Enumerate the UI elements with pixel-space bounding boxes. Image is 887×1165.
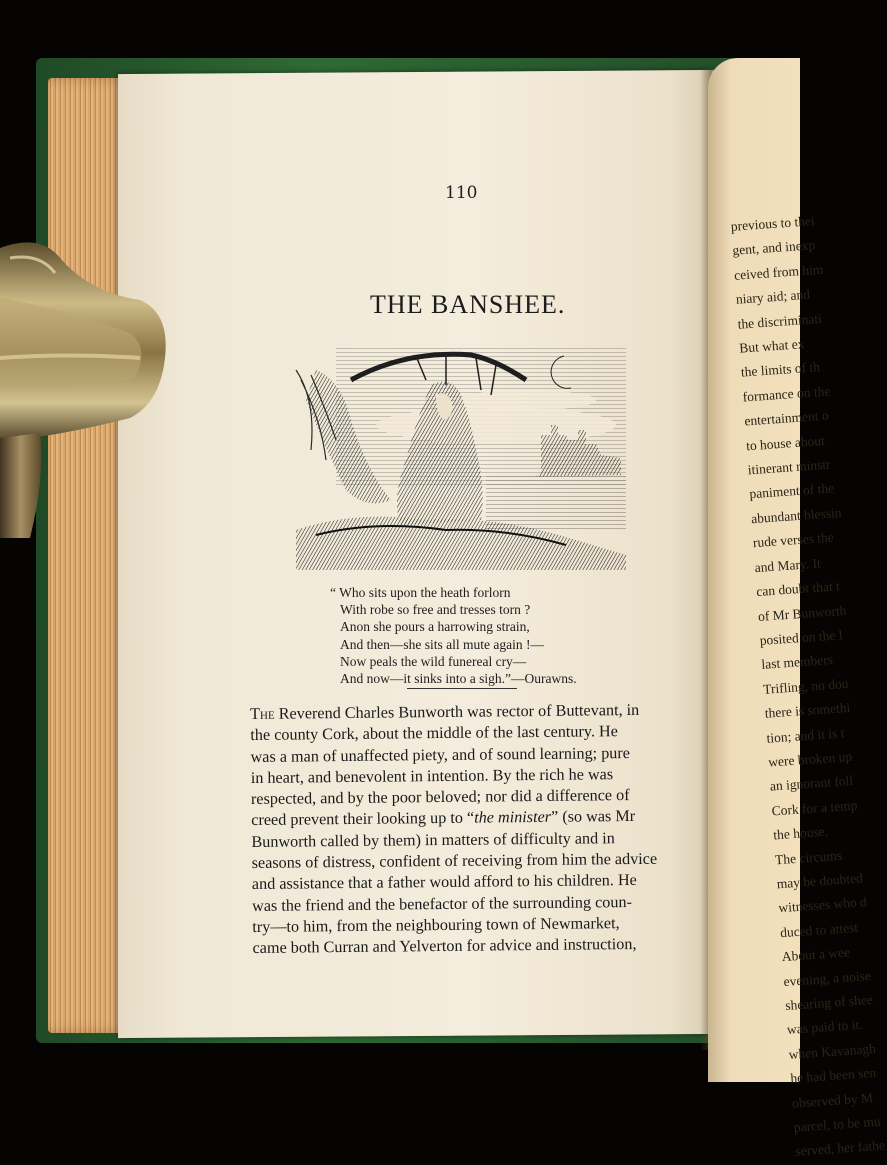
facing-page-line: abundant blessin xyxy=(750,504,842,527)
facing-page-line: an ignorant foll xyxy=(769,773,854,794)
poem-line: And now—it sinks into a sigh.”—Ourawns. xyxy=(340,671,577,687)
epigraph-poem xyxy=(330,584,630,687)
body-line: the county Cork, about the middle of the last century. He xyxy=(250,722,618,745)
facing-page-line: was paid to it. xyxy=(786,1017,864,1038)
banshee-engraving xyxy=(296,340,626,570)
body-line: and assistance that a father would afford to his children. He xyxy=(251,871,637,894)
body-line: came both Curran and Yelverton for advice and instruction, xyxy=(252,935,637,958)
facing-page-line: he had been sen xyxy=(789,1065,877,1087)
chapter-title: THE BANSHEE. xyxy=(370,290,566,319)
facing-page-line: tion; and it is t xyxy=(766,724,845,746)
body-line: respected, and by the poor beloved; nor did a difference of xyxy=(250,786,630,809)
facing-page-line: posited on the l xyxy=(759,627,843,648)
facing-page-line: served, her fathe xyxy=(794,1137,886,1160)
facing-page-line: niary aid; and xyxy=(735,286,811,307)
poem-line: Anon she pours a harrowing strain, xyxy=(340,619,530,635)
drop-caps-word: The xyxy=(250,704,275,723)
body-line: Bunworth called by them) in matters of difficulty and in xyxy=(251,828,615,851)
body-line: try—to him, from the neighbouring town of Newmarket, xyxy=(252,914,620,936)
section-divider xyxy=(407,688,517,689)
facing-page-line: the limits of th xyxy=(740,359,821,381)
facing-page-line: to house about xyxy=(745,432,826,454)
body-line: was a man of unaffected piety, and of sound learning; pure xyxy=(250,743,631,766)
poem-line: Now peals the wild funereal cry— xyxy=(340,653,527,669)
facing-page-line: paniment of the xyxy=(749,480,835,502)
facing-page-line: Trifling, no dou xyxy=(762,675,849,697)
body-line-text: ” (so was Mr xyxy=(550,807,636,827)
facing-page-line: previous to thei xyxy=(730,213,816,234)
facing-page-line: formance on the xyxy=(742,383,831,405)
facing-page-line: But what ex xyxy=(738,336,805,356)
facing-page-line: may be doubted xyxy=(776,870,864,892)
facing-page-line: shearing of shee xyxy=(784,991,874,1014)
body-line: seasons of distress, confident of receiving from him the advice xyxy=(251,849,658,873)
facing-page-line: itinerant minstr xyxy=(747,456,832,478)
facing-page-line: there is somethi xyxy=(764,699,851,721)
facing-page-line: Cork for a temp xyxy=(771,797,858,819)
facing-page-line: the discriminati xyxy=(737,310,823,332)
facing-page-line: entertainment o xyxy=(743,407,830,429)
facing-page-line: The circums xyxy=(774,847,843,867)
brass-clip xyxy=(0,238,175,538)
facing-page-line: evening, a noise xyxy=(783,967,872,989)
facing-page-line: observed by M xyxy=(791,1089,874,1111)
facing-page-line: parcel, to be mu xyxy=(793,1113,882,1135)
facing-page-line: can doubt that t xyxy=(755,578,841,600)
poem-line: “ Who sits upon the heath forlorn xyxy=(330,585,511,600)
facing-page-line: witnesses who d xyxy=(777,894,868,916)
facing-page-line: rude verses the xyxy=(752,529,835,551)
poem-line: With robe so free and tresses torn ? xyxy=(340,602,531,618)
facing-page-line: duced to attest xyxy=(779,919,859,941)
facing-page-line: of Mr Bunworth xyxy=(757,602,847,624)
facing-page-line: were broken up xyxy=(767,748,853,770)
poem-line: And then—she sits all mute again !— xyxy=(340,636,544,652)
body-line: was the friend and the benefactor of the surrounding coun- xyxy=(252,892,633,915)
italic-phrase: the minister xyxy=(474,808,552,828)
facing-page-line: About a wee xyxy=(781,944,851,965)
facing-page-line: gent, and inexp xyxy=(731,237,816,259)
facing-page-line: ceived from him xyxy=(733,261,824,283)
body-line-text: creed prevent their looking up to “ xyxy=(251,809,475,830)
facing-page-line: the house. xyxy=(772,823,829,843)
body-line-text: Reverend Charles Bunworth was rector of Buttevant, in xyxy=(274,700,640,723)
facing-page-line: last members xyxy=(760,652,834,673)
facing-page-line: when Kavanagh xyxy=(788,1040,877,1062)
body-paragraph xyxy=(250,699,693,959)
body-line: in heart, and benevolent in intention. By the rich he was xyxy=(250,765,614,787)
page-number: 110 xyxy=(445,183,478,203)
facing-page-line: and Mary. It xyxy=(754,555,822,575)
